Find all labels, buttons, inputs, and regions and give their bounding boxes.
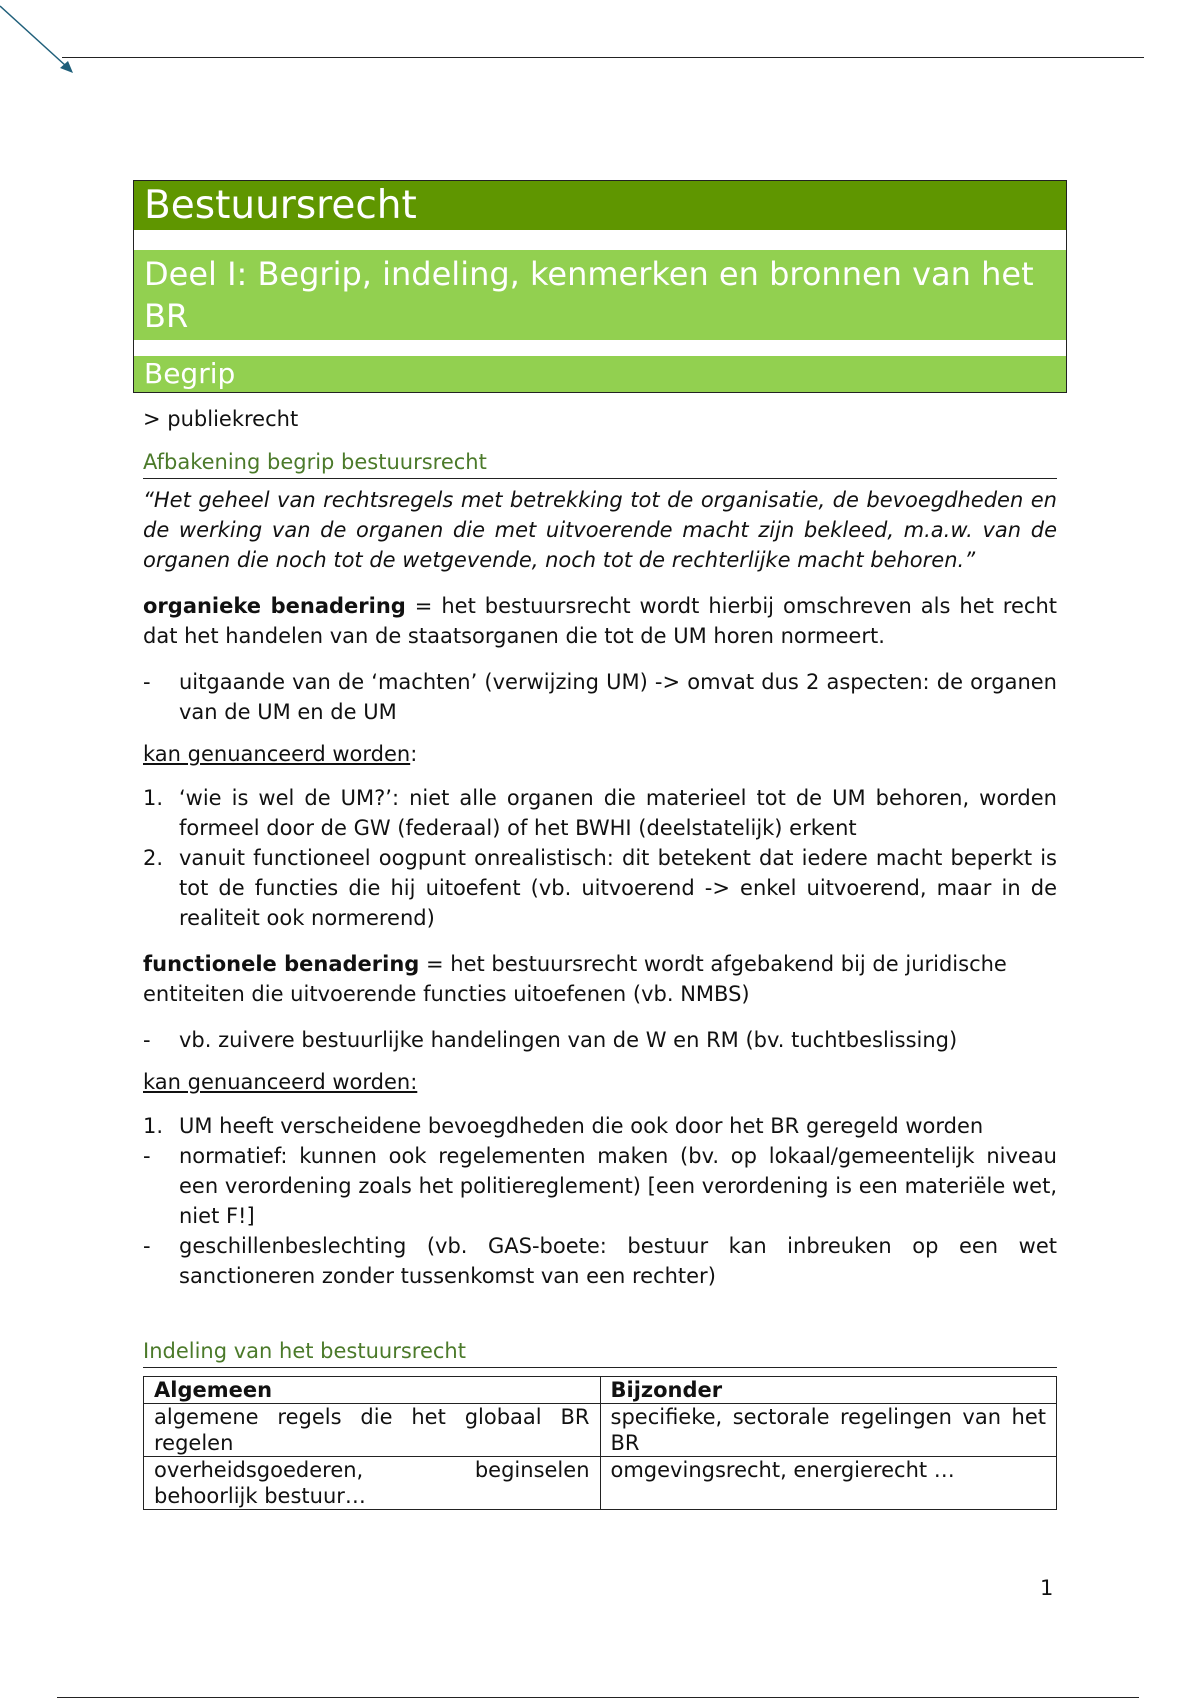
table-cell: algemene regels die het globaal BR regelen: [144, 1404, 601, 1457]
list-item: 2. vanuit functioneel oogpunt onrealistisch: dit betekent dat iedere macht beperkt is tot de functies die hij uitoefent (vb. uitvoerend -> enkel uitvoerend, maar in de realiteit ook normerend): [143, 846, 1057, 930]
title-block: [133, 180, 1067, 393]
table-header-bijzonder: Bijzonder: [600, 1377, 1057, 1404]
organieke-nuance-label: kan genuanceerd worden:: [143, 742, 418, 766]
part-heading: Deel I: Begrip, indeling, kenmerken en bronnen van het BR: [134, 250, 1066, 340]
organieke-definition: = het bestuursrecht wordt hierbij omschreven als het recht dat het handelen van de staatsorganen die tot de UM horen normeert.: [143, 594, 1057, 648]
list-item: - normatief: kunnen ook regelementen maken (bv. op lokaal/gemeentelijk niveau een verordening zoals het politiereglement) [een verordening is een materiële wet, niet F!]: [143, 1144, 1057, 1228]
organieke-bullets: [143, 667, 1057, 727]
list-item: - geschillenbeslechting (vb. GAS-boete: bestuur kan inbreuken op een wet sanctioneren zonder tussenkomst van een rechter): [143, 1234, 1057, 1288]
table-cell: omgevingsrecht, energierecht …: [600, 1457, 1057, 1510]
indeling-heading: Indeling van het bestuursrecht: [143, 1337, 1057, 1368]
table-header-algemeen: Algemeen: [144, 1377, 601, 1404]
table-header-row: [144, 1377, 1057, 1404]
body: [133, 404, 1067, 1510]
functionele-bullets: [143, 1025, 1057, 1055]
corner-arrow-decoration: [0, 0, 90, 80]
table-cell: overheidsgoederen, beginselen behoorlijk bestuur…: [144, 1457, 601, 1510]
section-heading: Begrip: [134, 356, 1066, 392]
organieke-benadering: [143, 591, 1057, 651]
functionele-benadering: [143, 949, 1057, 1009]
functionele-nuance-label: kan genuanceerd worden:: [143, 1070, 418, 1094]
definition-quote: “Het geheel van rechtsregels met betrekking tot de organisatie, de bevoegdheden en de werking van de organen die met uitvoerende macht zijn bekleed, m.a.w. van de organen die noch tot de wetgevende, noch tot de rechterlijke macht behoren.”: [143, 488, 1057, 572]
document-title: Bestuursrecht: [134, 181, 1066, 230]
functionele-term: functionele benadering: [143, 952, 420, 976]
table-row: [144, 1404, 1057, 1457]
organieke-term: organieke benadering: [143, 594, 406, 618]
header-rule: [62, 57, 1144, 58]
list-item: 1. ‘wie is wel de UM?’: niet alle organen die materieel tot de UM behoren, worden formeel door de GW (federaal) of het BWHI (deelstatelijk) erkent: [143, 786, 1057, 840]
functionele-definition: = het bestuursrecht wordt afgebakend bij de juridische entiteiten die uitvoerende functies uitoefenen (vb. NMBS): [143, 952, 1007, 1006]
afbakening-heading: Afbakening begrip bestuursrecht: [143, 448, 1057, 479]
page-number: 1: [1040, 1576, 1054, 1600]
intro-line: > publiekrecht: [143, 407, 299, 431]
organieke-nuance-list: [143, 783, 1057, 933]
document-page: [133, 180, 1067, 1510]
list-item: - uitgaande van de ‘machten’ (verwijzing UM) -> omvat dus 2 aspecten: de organen van de UM en de UM: [143, 670, 1057, 724]
table-row: [144, 1457, 1057, 1510]
table-cell: specifieke, sectorale regelingen van het BR: [600, 1404, 1057, 1457]
functionele-nuance-list: [143, 1111, 1057, 1291]
indeling-table: [143, 1376, 1057, 1510]
list-item: - vb. zuivere bestuurlijke handelingen van de W en RM (bv. tuchtbeslissing): [143, 1028, 958, 1052]
list-item: 1. UM heeft verscheidene bevoegdheden die ook door het BR geregeld worden: [143, 1114, 984, 1138]
footer-rule: [57, 1697, 1139, 1698]
